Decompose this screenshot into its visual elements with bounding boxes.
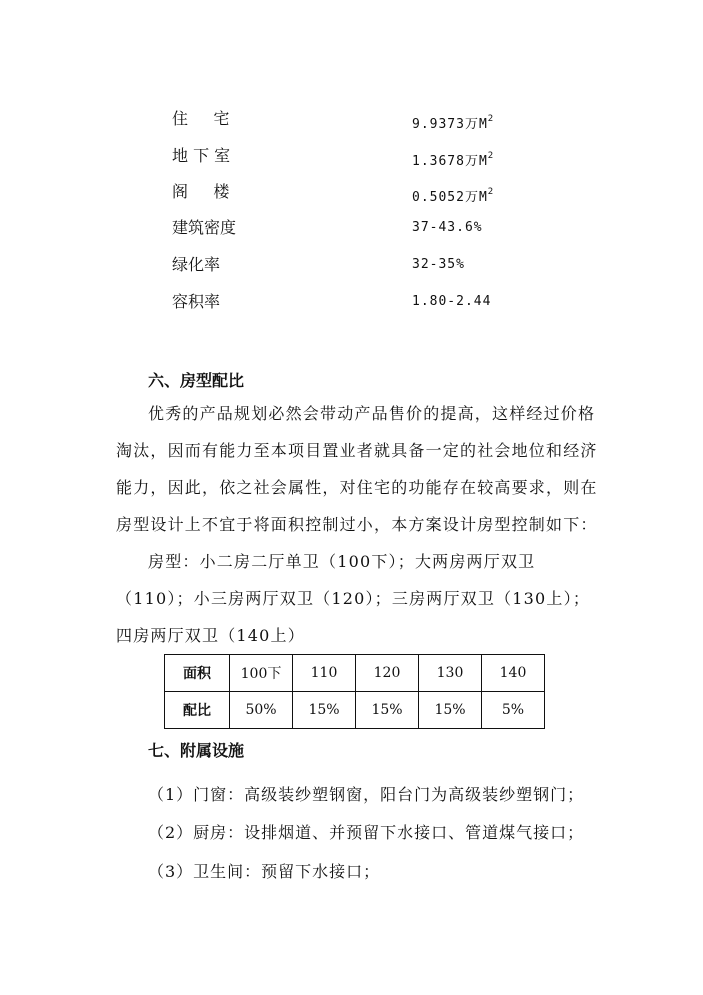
paragraph-text: 房型：小二房二厅单卫（100下）；大两房两厅双卫（110）；小三房两厅双卫（120）；三房两厅双卫（130上）；四房两厅双卫（140上） (116, 552, 591, 645)
spec-value: 37-43.6% (412, 220, 483, 235)
spec-value-text: 1.3678万M (412, 154, 488, 169)
spec-value-text: 9.9373万M (412, 117, 488, 132)
spec-value (412, 180, 494, 210)
section-heading-facilities: 七、附属设施 (148, 741, 245, 760)
spec-value-sup: 2 (487, 151, 495, 161)
table-cell: 15% (356, 692, 419, 729)
list-item: （2）厨房：设排烟道、并预留下水接口、管道煤气接口； (148, 823, 585, 842)
spec-value-sup: 2 (487, 187, 495, 197)
paragraph-unit-types (116, 543, 606, 654)
spec-value-sup: 2 (487, 114, 495, 124)
spec-value-text: 0.5052万M (412, 190, 488, 205)
list-item: （3）卫生间：预留下水接口； (148, 862, 381, 881)
spec-label: 地 下 室 (172, 146, 231, 165)
table-cell: 50% (230, 692, 293, 729)
table-header-ratio: 配比 (165, 692, 230, 729)
table-cell: 120 (356, 655, 419, 692)
spec-value (412, 144, 494, 174)
spec-label: 建筑密度 (172, 218, 237, 237)
table-cell: 100下 (230, 655, 293, 692)
table-header-area: 面积 (165, 655, 230, 692)
table-row-area (165, 655, 545, 692)
table-cell: 15% (419, 692, 482, 729)
list-item: （1）门窗：高级装纱塑钢窗，阳台门为高级装纱塑钢门； (148, 785, 585, 804)
table-cell: 5% (482, 692, 545, 729)
section-heading-unit-mix: 六、房型配比 (148, 371, 245, 390)
ratio-table (164, 654, 545, 729)
table-cell: 15% (293, 692, 356, 729)
spec-value: 32-35% (412, 257, 465, 272)
spec-label: 容积率 (172, 292, 221, 311)
table-row-ratio (165, 692, 545, 729)
spec-label: 阁 楼 (172, 182, 230, 201)
table-cell: 130 (419, 655, 482, 692)
spec-label: 住 宅 (172, 109, 230, 128)
paragraph-unit-mix (116, 395, 606, 543)
spec-value (412, 107, 494, 137)
spec-value: 1.80-2.44 (412, 294, 492, 309)
spec-label: 绿化率 (172, 255, 221, 274)
paragraph-text: 优秀的产品规划必然会带动产品售价的提高，这样经过价格淘汰，因而有能力至本项目置业者就具备一定的社会地位和经济能力，因此，依之社会属性，对住宅的功能存在较高要求，则在房型设计上不宜于将面积控制过小，本方案设计房型控制如下： (116, 404, 598, 534)
table-cell: 110 (293, 655, 356, 692)
table-cell: 140 (482, 655, 545, 692)
